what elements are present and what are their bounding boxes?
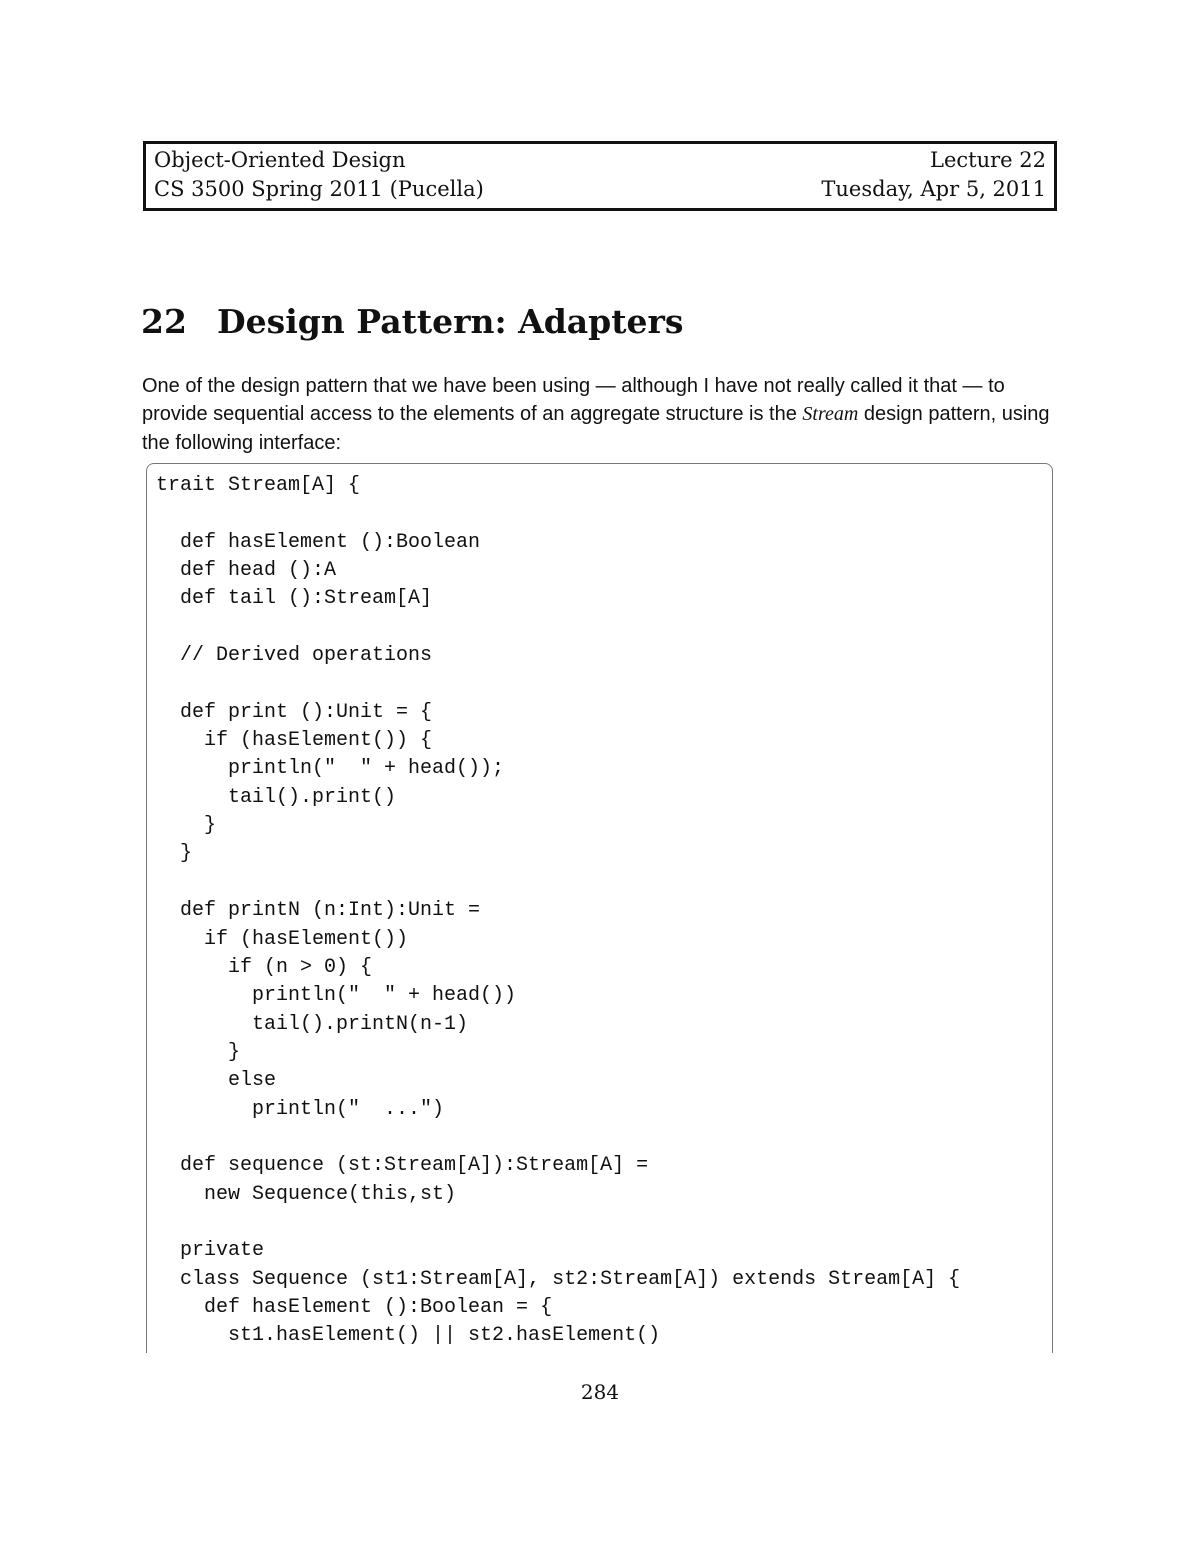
code-line bbox=[156, 1124, 960, 1152]
code-line bbox=[156, 670, 960, 698]
code-line: // Derived operations bbox=[156, 644, 433, 668]
code-line: def tail ():Stream[A] bbox=[156, 587, 433, 611]
code-line bbox=[156, 869, 960, 897]
course-title: Object-Oriented Design bbox=[154, 148, 406, 172]
code-line bbox=[156, 614, 960, 642]
code-listing-box bbox=[146, 463, 1053, 1353]
section-number: 22 bbox=[141, 302, 187, 341]
code-line: } bbox=[156, 814, 217, 838]
code-line: def hasElement ():Boolean = { bbox=[156, 1295, 553, 1319]
code-line: } bbox=[156, 842, 193, 866]
lecture-number: Lecture 22 bbox=[930, 148, 1046, 172]
intro-text-before: One of the design pattern that we have been using — although I have not really called it that — to provide sequential access to the elements of an aggregate structure is the bbox=[142, 375, 1005, 426]
code-line: tail().printN(n-1) bbox=[156, 1012, 469, 1036]
code-line: if (hasElement()) bbox=[156, 927, 409, 951]
lecture-header-box bbox=[143, 141, 1057, 211]
code-line bbox=[156, 1209, 960, 1237]
code-line: if (n > 0) { bbox=[156, 955, 373, 979]
code-line: if (hasElement()) { bbox=[156, 729, 433, 753]
code-line: def printN (n:Int):Unit = bbox=[156, 899, 481, 923]
intro-text-after: design pattern, using the following interface: bbox=[142, 403, 1050, 454]
code-line: println(" " + head()) bbox=[156, 984, 517, 1008]
code-line: st1.hasElement() || st2.hasElement() bbox=[156, 1324, 661, 1348]
code-line: } bbox=[156, 1040, 241, 1064]
code-line: tail().print() bbox=[156, 785, 397, 809]
code-line bbox=[156, 500, 960, 528]
code-line: private bbox=[156, 1239, 265, 1263]
code-listing bbox=[156, 472, 960, 1351]
code-line: def print ():Unit = { bbox=[156, 700, 433, 724]
code-line: println(" " + head()); bbox=[156, 757, 505, 781]
section-heading bbox=[141, 298, 683, 346]
header-row-bottom bbox=[154, 175, 1046, 204]
lecture-date: Tuesday, Apr 5, 2011 bbox=[821, 177, 1046, 201]
code-line: new Sequence(this,st) bbox=[156, 1182, 457, 1206]
code-line: def hasElement ():Boolean bbox=[156, 530, 481, 554]
code-line: def head ():A bbox=[156, 559, 337, 583]
course-term: CS 3500 Spring 2011 (Pucella) bbox=[154, 177, 484, 201]
code-line: trait Stream[A] { bbox=[156, 474, 361, 497]
section-title: Design Pattern: Adapters bbox=[217, 302, 684, 341]
header-row-top bbox=[154, 146, 1046, 175]
intro-paragraph bbox=[142, 372, 1062, 457]
intro-emphasis: Stream bbox=[802, 403, 859, 426]
code-line: def sequence (st:Stream[A]):Stream[A] = bbox=[156, 1154, 649, 1178]
code-line: class Sequence (st1:Stream[A], st2:Stream[A]) extends Stream[A] { bbox=[156, 1267, 961, 1291]
code-line: else bbox=[156, 1069, 277, 1093]
code-line: println(" ...") bbox=[156, 1097, 445, 1121]
page-number: 284 bbox=[580, 1380, 620, 1404]
